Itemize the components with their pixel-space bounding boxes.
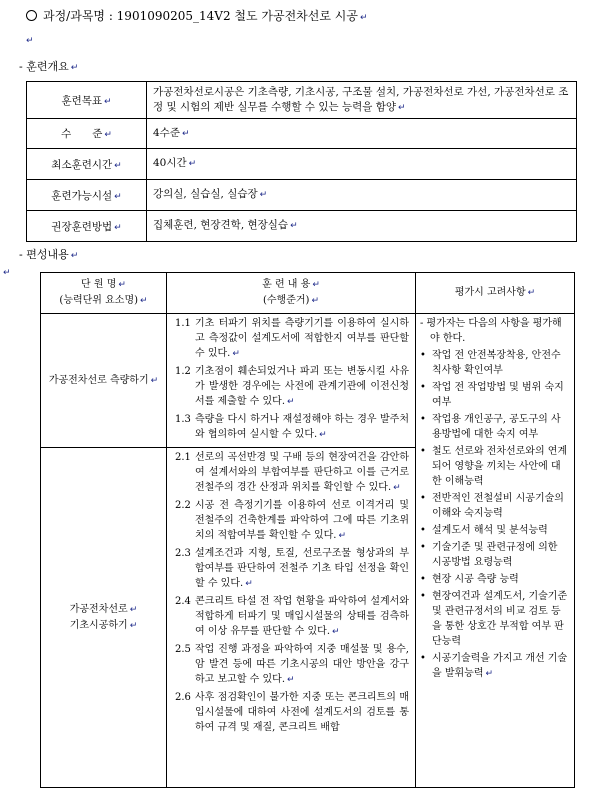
composition-header-row — [41, 273, 575, 314]
criterion-item — [175, 450, 409, 496]
bullet-dot-icon: • — [420, 525, 426, 536]
bullet-dot-icon: • — [420, 493, 426, 504]
label-text: 최소훈련시간 — [51, 158, 113, 171]
criterion-number: 2.5 — [175, 644, 191, 655]
overview-row — [27, 149, 577, 180]
paragraph-mark-icon: ↵ — [129, 604, 138, 615]
unit-name: 가공전차선로 — [69, 603, 128, 615]
criterion-text: 기초 터파기 위치를 측량기기를 이용하여 실시하고 측정값이 설계도서에 적합한지 여부를 판단할 수 있다. — [195, 318, 409, 359]
consider-bullet-text: 작업 전 작업방법 및 범위 숙지여부 — [432, 382, 564, 408]
label-text: 권장훈련방법 — [51, 220, 113, 233]
label-text: 훈련가능시설 — [51, 189, 113, 202]
criterion-number: 2.6 — [175, 692, 191, 703]
consider-header — [416, 273, 575, 314]
bullet-dot-icon: • — [420, 591, 426, 602]
circle-bullet-icon — [26, 10, 37, 21]
section-heading-text: - 편성내용 — [19, 248, 69, 261]
criterion-text: 측량을 다시 하거나 재설정해야 하는 경우 발주처와 협의하여 실시할 수 있다. — [195, 414, 409, 440]
unit-name-cell — [41, 448, 167, 788]
paragraph-mark-icon: ↵ — [188, 159, 197, 169]
consider-bullet — [420, 651, 570, 682]
paragraph-mark-icon: ↵ — [70, 251, 79, 261]
paragraph-mark-icon: ↵ — [150, 375, 159, 386]
paragraph-mark-icon: ↵ — [393, 483, 401, 493]
unit-header-sub: (능력단위 요소명) — [59, 295, 139, 306]
overview-value — [147, 180, 577, 211]
paragraph-mark-icon: ↵ — [290, 221, 298, 231]
paragraph-mark-icon: ↵ — [332, 627, 340, 637]
overview-value — [147, 149, 577, 180]
paragraph-mark-icon: ↵ — [485, 669, 494, 679]
unit-content-cell — [167, 448, 416, 788]
criterion-number: 2.4 — [175, 596, 191, 607]
paragraph-mark-icon: ↵ — [181, 128, 190, 139]
paragraph-mark-icon: ↵ — [104, 96, 112, 107]
criterion-item — [175, 498, 409, 544]
consider-bullet — [420, 589, 570, 649]
criterion-text: 기초점이 훼손되었거나 파괴 또는 변동시킬 사유가 발생한 경우에는 사전에 관계기관에 이전신청서를 제출할 수 있다. — [195, 366, 409, 407]
paragraph-mark-icon: ↵ — [287, 675, 295, 685]
value-text: 가공전차선로시공은 기초측량, 기초시공, 구조물 설치, 가공전차선로 가선, 가공전차선로 조정 및 시험의 제반 실무를 수행할 수 있는 능력을 함양 — [153, 85, 569, 113]
paragraph-mark-icon: ↵ — [338, 531, 347, 541]
paragraph-mark-icon: ↵ — [359, 13, 368, 23]
unit-content-cell — [167, 314, 416, 448]
paragraph-mark-icon: ↵ — [114, 191, 122, 202]
paragraph-mark-icon: ↵ — [114, 160, 122, 171]
paragraph-mark-icon: ↵ — [26, 36, 34, 46]
consider-bullet — [420, 572, 570, 587]
consider-header-title: 평가시 고려사항 — [454, 287, 526, 298]
criterion-text: 시공 전 측정기기를 이용하여 선로 이격거리 및 전철주의 건축한계를 파악하여 그에 따른 기초위치의 적합여부를 확인할 수 있다. — [195, 500, 409, 541]
criterion-item — [175, 412, 409, 443]
paragraph-mark-icon: ↵ — [527, 288, 536, 298]
paragraph-mark-icon: ↵ — [129, 620, 138, 631]
criterion-number: 2.2 — [175, 500, 191, 511]
overview-value — [147, 82, 577, 119]
overview-label — [27, 180, 147, 211]
criterion-text: 콘크리트 타설 전 작업 현황을 파악하여 설계서와 적합하게 터파기 및 매입시설물의 상태를 검측하여 이상 유무를 판단할 수 있다. — [195, 596, 409, 637]
consider-bullet-text: 작업용 개인공구, 공도구의 사용방법에 대한 숙지 여부 — [432, 414, 561, 440]
criterion-number: 1.1 — [175, 318, 191, 329]
bullet-dot-icon: • — [420, 382, 426, 393]
paragraph-mark-icon: ↵ — [140, 296, 148, 306]
section-heading-composition — [19, 246, 78, 262]
overview-label — [27, 119, 147, 149]
unit-header-title: 단 원 명 — [81, 279, 117, 290]
criterion-item — [175, 642, 409, 688]
paragraph-mark-icon: ↵ — [311, 296, 319, 306]
label-text: 수 준 — [61, 128, 103, 140]
course-title-text: 과정/과목명 : 1901090205_14V2 철도 가공전차선로 시공 — [43, 9, 358, 23]
consider-bullet-text: 전반적인 전철설비 시공기술의 이해와 숙지능력 — [432, 493, 564, 519]
bullet-dot-icon: • — [420, 446, 426, 457]
bullet-dot-icon: • — [420, 542, 426, 553]
bullet-dot-icon: • — [420, 574, 426, 585]
overview-table — [26, 81, 577, 242]
overview-row — [27, 180, 577, 211]
bullet-dot-icon: • — [420, 350, 426, 361]
consider-bullet-text: 현장여건과 설계도서, 기술기준 및 관련규정서의 비교 검토 등을 통한 상호간 부적합 여부 판단능력 — [432, 591, 568, 647]
unit-row — [41, 314, 575, 448]
criterion-text: 사후 점검확인이 불가한 지중 또는 콘크리트의 매입시설물에 대하여 사전에 설계도서의 검토를 통하여 규격 및 재질, 콘크리트 배합 — [195, 692, 409, 733]
consider-bullet-text: 현장 시공 측량 능력 — [432, 574, 519, 585]
criterion-number: 1.3 — [175, 414, 191, 425]
paragraph-mark-icon: ↵ — [232, 349, 240, 359]
label-text: 훈련목표 — [61, 94, 103, 107]
unit-name: 가공전차선로 측량하기 — [48, 374, 149, 386]
consider-intro: - 평가자는 다음의 사항을 평가해야 한다. — [420, 318, 562, 344]
overview-value — [147, 211, 577, 242]
composition-table — [40, 272, 575, 788]
bullet-dot-icon: • — [420, 653, 426, 664]
overview-row — [27, 119, 577, 149]
consider-bullet-text: 시공기술력을 가지고 개선 기술을 발휘능력 — [432, 653, 568, 679]
criterion-number: 1.2 — [175, 366, 191, 377]
consider-bullet-text: 철도 선로와 전차선로와의 연계되어 영향을 끼치는 사안에 대한 이해능력 — [432, 446, 568, 487]
consider-bullet-text: 작업 전 안전복장착용, 안전수칙사항 확인여부 — [432, 350, 561, 376]
consider-bullet-text: 설계도서 해석 및 분석능력 — [432, 525, 548, 536]
criterion-text: 선로의 곡선반경 및 구배 등의 현장여건을 감안하여 설계서와의 부합여부를 판단하고 이를 근거로 전철주의 경간 산정과 위치를 확인할 수 있다. — [195, 452, 409, 493]
criterion-text: 설계조건과 지형, 토질, 선로구조물 형상과의 부합여부를 판단하여 전철주 기초 타입 선정을 확인할 수 있다. — [195, 548, 409, 589]
value-text: 4수준 — [153, 126, 180, 139]
consider-cell — [416, 314, 575, 788]
paragraph-mark-icon: ↵ — [118, 280, 126, 290]
paragraph-mark-icon: ↵ — [114, 222, 122, 233]
bullet-dot-icon: • — [420, 414, 426, 425]
consider-bullet — [420, 380, 570, 410]
overview-label — [27, 211, 147, 242]
criterion-item — [175, 364, 409, 410]
content-header-title: 훈 련 내 용 — [262, 279, 311, 290]
criterion-item — [175, 316, 409, 362]
criterion-text: 작업 진행 과정을 파악하여 지중 매설물 및 용수, 암 발견 등에 따른 기초시공의 대안 방안을 강구하고 보고할 수 있다. — [195, 644, 409, 685]
paragraph-mark-icon: ↵ — [287, 397, 295, 407]
section-heading-text: - 훈련개요 — [19, 60, 69, 73]
criterion-number: 2.1 — [175, 452, 191, 463]
criterion-item — [175, 546, 409, 592]
criterion-item — [175, 594, 409, 640]
consider-bullet — [420, 444, 570, 489]
paragraph-mark-icon: ↵ — [312, 280, 320, 290]
content-header-sub: (수행준거) — [263, 295, 310, 306]
course-title — [26, 7, 368, 24]
criterion-item — [175, 690, 409, 735]
paragraph-mark-icon: ↵ — [70, 63, 79, 73]
section-heading-overview — [19, 58, 78, 74]
overview-value — [147, 119, 577, 149]
consider-bullet — [420, 523, 570, 538]
consider-bullet-text: 기술기준 및 관련규정에 의한 시공방법 요령능력 — [432, 542, 558, 568]
overview-label — [27, 149, 147, 180]
consider-bullet — [420, 348, 570, 378]
value-text: 40시간 — [153, 157, 187, 169]
paragraph-mark-icon: ↵ — [319, 430, 327, 440]
paragraph-mark-icon: ↵ — [259, 190, 268, 200]
consider-bullet — [420, 540, 570, 570]
unit-name-cell — [41, 314, 167, 448]
overview-row — [27, 82, 577, 119]
unit-name: 기초시공하기 — [69, 619, 128, 631]
paragraph-mark-icon: ↵ — [3, 268, 11, 278]
value-text: 집체훈련, 현장견학, 현장실습 — [153, 219, 289, 231]
overview-row — [27, 211, 577, 242]
paragraph-mark-icon: ↵ — [104, 130, 112, 140]
consider-bullet — [420, 412, 570, 442]
criterion-number: 2.3 — [175, 548, 191, 559]
consider-bullet — [420, 491, 570, 521]
paragraph-mark-icon: ↵ — [245, 579, 253, 589]
content-header — [167, 273, 416, 314]
value-text: 강의실, 실습실, 실습장 — [153, 188, 258, 200]
overview-label — [27, 82, 147, 119]
paragraph-mark-icon: ↵ — [398, 102, 406, 113]
unit-header — [41, 273, 167, 314]
